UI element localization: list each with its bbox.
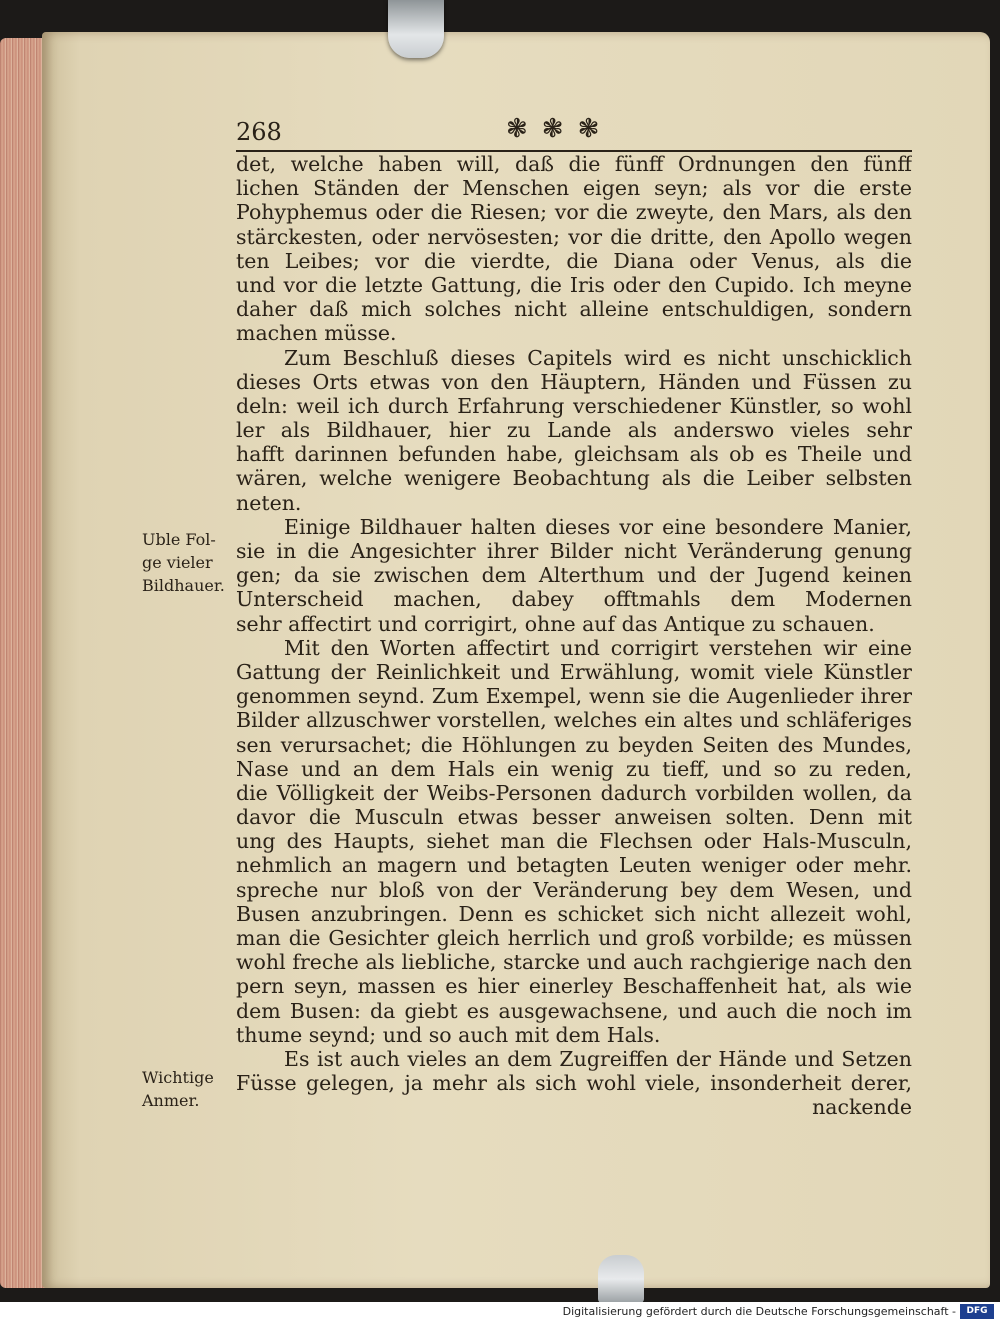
text-line: deln: weil ich durch Erfahrung verschiedener Künstler, so wohl xyxy=(236,393,912,418)
text-line: Es ist auch vieles an dem Zugreiffen der Hände und Setzen xyxy=(284,1047,912,1071)
margin-note-line: Wichtige xyxy=(142,1068,214,1087)
text-line: wohl freche als liebliche, starcke und auch rachgierige nach den xyxy=(236,950,912,975)
paragraph xyxy=(236,515,912,636)
text-line: Pohyphemus oder die Riesen; vor die zweyte, den Mars, als den xyxy=(236,200,912,225)
text-line: Busen anzubringen. Denn es schicket sich nicht allezeit wohl, xyxy=(236,901,912,926)
text-line: hafft darinnen befunden habe, gleichsam als ob es Theile und xyxy=(236,442,912,467)
text-line: det, welche haben will, daß die fünff Ordnungen den fünff xyxy=(236,152,912,176)
text-line: dieses Orts etwas von den Häuptern, Händen und Füssen zu xyxy=(236,369,912,394)
margin-note xyxy=(142,1066,234,1112)
margin-note-line: Bildhauer. xyxy=(142,576,225,595)
text-line: gen; da sie zwischen dem Alterthum und der Jugend keinen xyxy=(236,563,912,588)
text-line: Füsse gelegen, ja mehr als sich wohl viele, insonderheit derer, xyxy=(236,1071,912,1096)
page-clip-top xyxy=(388,0,444,58)
text-line: man die Gesichter gleich herrlich und groß vorbilde; es müssen xyxy=(236,926,912,951)
text-line: nehmlich an magern und betagten Leuten weniger oder mehr. xyxy=(236,853,912,878)
margin-note-line: ge vieler xyxy=(142,553,213,572)
text-line: ten Leibes; vor die vierdte, die Diana oder Venus, als die xyxy=(236,248,912,273)
text-line: die Völligkeit der Weibs-Personen dadurch vorbilden wollen, da xyxy=(236,780,912,805)
text-line: sehr affectirt und corrigirt, ohne auf das Antique zu schauen. xyxy=(236,611,875,636)
text-line: Nase und an dem Hals ein wenig zu tieff, und so zu reden, xyxy=(236,756,912,781)
text-line: ung des Haupts, siehet man die Flechsen oder Hals-Musculn, xyxy=(236,829,912,854)
text-line: Bilder allzuschwer vorstellen, welches ein altes und schläferiges xyxy=(236,708,912,733)
page-clip-bottom xyxy=(598,1255,644,1303)
text-line: pern seyn, massen es hier einerley Beschaffenheit hat, als wie xyxy=(236,974,912,999)
text-line: spreche nur bloß von der Veränderung bey dem Wesen, und xyxy=(236,877,912,902)
text-line: dem Busen: da giebt es ausgewachsene, und auch die noch im xyxy=(236,998,912,1023)
text-line: machen müsse. xyxy=(236,321,397,346)
text-line: Unterscheid machen, dabey offtmahls dem Modernen xyxy=(236,587,912,612)
funding-credit: Digitalisierung gefördert durch die Deutsche Forschungsgemeinschaft - xyxy=(562,1305,956,1318)
text-line: Mit den Worten affectirt und corrigirt verstehen wir eine xyxy=(284,635,912,660)
margin-note-line: Anmer. xyxy=(142,1091,200,1110)
page-header xyxy=(236,112,912,152)
dfg-logo: DFG xyxy=(960,1304,994,1319)
margin-note xyxy=(142,528,234,597)
text-line: genommen seynd. Zum Exempel, wenn sie die Augenlieder ihrer xyxy=(236,684,912,709)
text-line: sie in die Angesichter ihrer Bilder nicht Veränderung genung xyxy=(236,539,912,564)
paragraph xyxy=(236,346,912,515)
margin-note-line: Uble Fol- xyxy=(142,530,216,549)
text-line: und vor die letzte Gattung, die Iris oder den Cupido. Ich meyne xyxy=(236,272,912,297)
text-line: sen verursachet; die Höhlungen zu beyden Seiten des Mundes, xyxy=(236,732,912,757)
text-line: Gattung der Reinlichkeit und Erwählung, womit viele Künstler xyxy=(236,659,912,684)
text-line: davor die Musculn etwas besser anweisen solten. Denn mit xyxy=(236,805,912,830)
text-line: ler als Bildhauer, hier zu Lande als anderswo vieles sehr xyxy=(236,418,912,443)
header-ornament: ❃❃❃ xyxy=(506,114,614,144)
text-line: wären, welche wenigere Beobachtung als die Leiber selbsten xyxy=(236,466,912,491)
paragraph xyxy=(236,636,912,1047)
text-line: lichen Ständen der Menschen eigen seyn; als vor die erste xyxy=(236,176,912,201)
text-line: daher daß mich solches nicht alleine entschuldigen, sondern xyxy=(236,297,912,322)
text-line: Zum Beschluß dieses Capitels wird es nicht unschicklich xyxy=(284,345,912,370)
paragraph xyxy=(236,152,912,346)
paragraph xyxy=(236,1047,912,1095)
footer-bar xyxy=(0,1302,1000,1322)
text-line: stärckesten, oder nervösesten; vor die dritte, den Apollo wegen xyxy=(236,224,912,249)
page-number: 268 xyxy=(236,118,282,146)
text-line: neten. xyxy=(236,490,302,515)
page-body xyxy=(236,152,912,1120)
text-line: thume seynd; und so auch mit dem Hals. xyxy=(236,1022,661,1047)
catchword: nackende xyxy=(812,1095,912,1120)
text-line: Einige Bildhauer halten dieses vor eine besondere Manier, xyxy=(284,514,912,539)
